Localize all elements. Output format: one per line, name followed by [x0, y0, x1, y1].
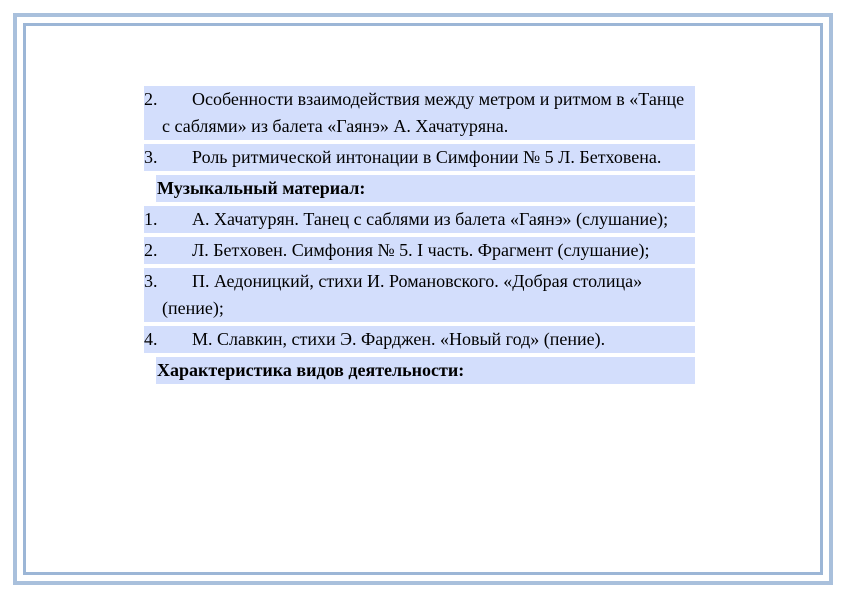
topic-number: 2.	[144, 89, 158, 109]
slide-content	[144, 86, 695, 388]
material-number: 4.	[144, 329, 158, 349]
material-text: М. Славкин, стихи Э. Фарджен. «Новый год» (пение).	[192, 329, 606, 349]
material-number: 2.	[144, 240, 158, 260]
material-text: А. Хачатурян. Танец с саблями из балета «Гаянэ» (слушание);	[192, 209, 669, 229]
topic-item	[144, 86, 695, 140]
topic-text: Роль ритмической интонации в Симфонии № 5 Л. Бетховена.	[192, 147, 662, 167]
material-item	[144, 206, 695, 233]
material-item	[144, 268, 695, 322]
material-text: П. Аедоницкий, стихи И. Романовского. «Добрая столица» (пение);	[162, 271, 643, 318]
material-item	[144, 237, 695, 264]
topic-text: Особенности взаимодействия между метром и ритмом в «Танце с саблями» из балета «Гаянэ» А. Хачатуряна.	[162, 89, 685, 136]
material-item	[144, 326, 695, 353]
material-text: Л. Бетховен. Симфония № 5. I часть. Фрагмент (слушание);	[192, 240, 650, 260]
topic-number: 3.	[144, 147, 158, 167]
topic-item	[144, 144, 695, 171]
material-number: 3.	[144, 271, 158, 291]
activities-heading: Характеристика видов деятельности:	[156, 357, 695, 384]
material-heading: Музыкальный материал:	[156, 175, 695, 202]
material-number: 1.	[144, 209, 158, 229]
